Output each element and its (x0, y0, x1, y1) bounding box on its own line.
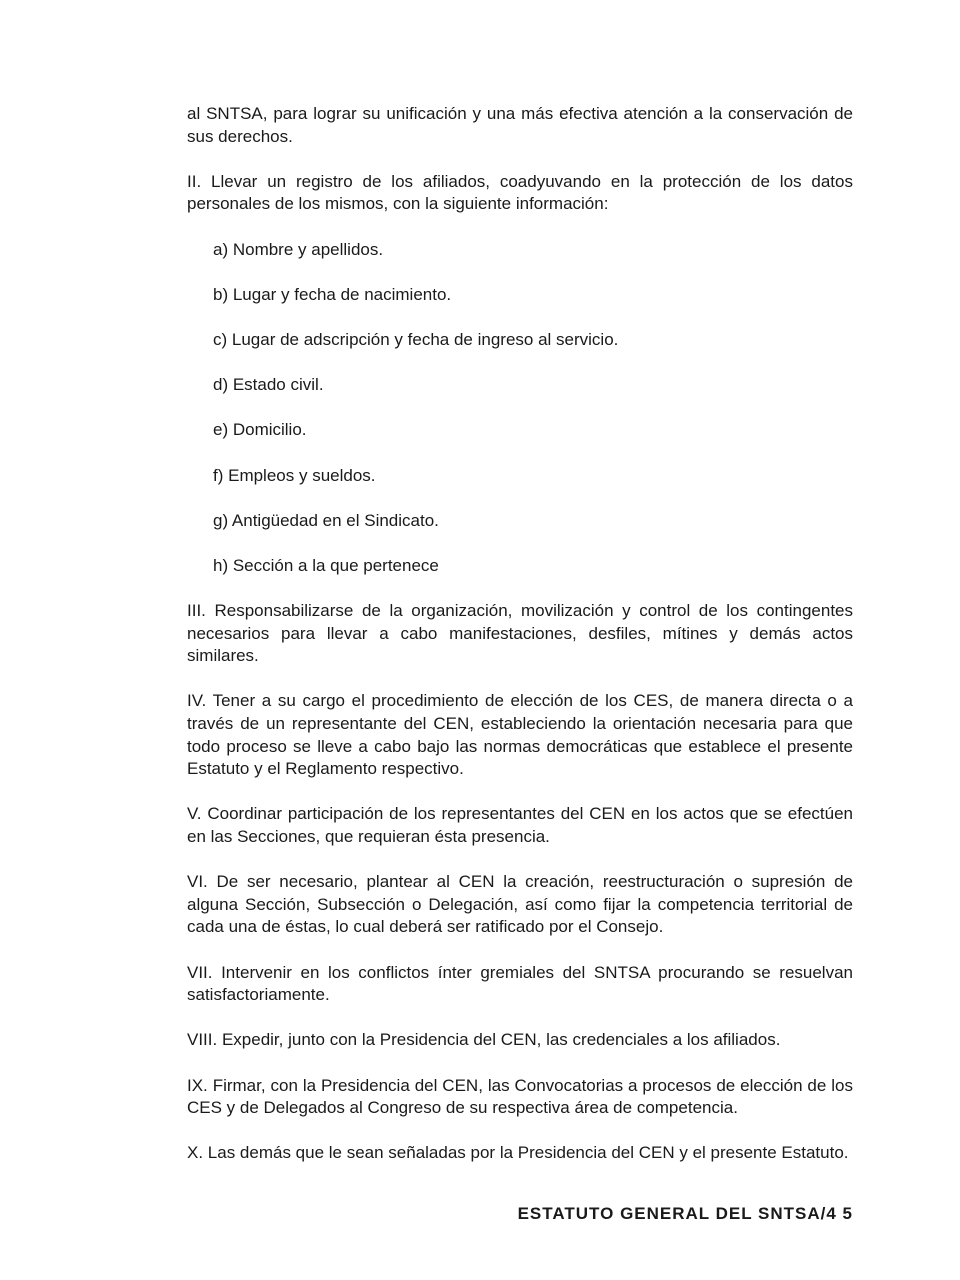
item-iii-paragraph: III. Responsabilizarse de la organización, movilización y control de los contingentes necesarios para llevar a cabo manifestaciones, desfiles, mítines y demás actos similares. (187, 601, 853, 666)
item-iv-paragraph: IV. Tener a su cargo el procedimiento de elección de los CES, de manera directa o a través de un representante del CEN, estableciendo la orientación necesaria para que todo proceso se lleve a cabo bajo las normas democráticas que establece el presente Estatuto y el Reglamento respectivo. (187, 691, 853, 779)
list-item: e) Domicilio. (213, 420, 307, 440)
list-item: b) Lugar y fecha de nacimiento. (213, 284, 452, 304)
item-ii-paragraph: II. Llevar un registro de los afiliados, coadyuvando en la protección de los datos personales de los mismos, con la siguiente información: (187, 171, 853, 214)
item-vi-paragraph: VI. De ser necesario, plantear al CEN la creación, reestructuración o supresión de alguna Sección, Subsección o Delegación, así como fijar la competencia territorial de cada una de éstas, lo cual deberá ser ratificado por el Consejo. (187, 872, 853, 937)
intro-paragraph: al SNTSA, para lograr su unificación y una más efectiva atención a la conservación de sus derechos. (187, 104, 853, 146)
list-item: c) Lugar de adscripción y fecha de ingreso al servicio. (213, 329, 619, 349)
list-item: f) Empleos y sueldos. (213, 465, 376, 485)
document-body (187, 103, 853, 1188)
item-ix-paragraph: IX. Firmar, con la Presidencia del CEN, las Convocatorias a procesos de elección de los CES y de Delegados al Congreso de su respectiva área de competencia. (187, 1075, 853, 1118)
list-item: d) Estado civil. (213, 375, 324, 395)
list-item: a) Nombre y apellidos. (213, 239, 384, 259)
item-v-paragraph: V. Coordinar participación de los representantes del CEN en los actos que se efectúen en las Secciones, que requieran ésta presencia. (187, 804, 853, 846)
item-x-paragraph: X. Las demás que le sean señaladas por la Presidencia del CEN y el presente Estatuto. (187, 1143, 849, 1163)
list-item: h) Sección a la que pertenece (213, 555, 439, 575)
item-vii-paragraph: VII. Intervenir en los conflictos ínter gremiales del SNTSA procurando se resuelvan satisfactoriamente. (187, 962, 853, 1005)
list-item: g) Antigüedad en el Sindicato. (213, 510, 439, 530)
item-viii-paragraph: VIII. Expedir, junto con la Presidencia del CEN, las credenciales a los afiliados. (187, 1030, 781, 1050)
page-footer: ESTATUTO GENERAL DEL SNTSA/4 5 (517, 1204, 853, 1223)
